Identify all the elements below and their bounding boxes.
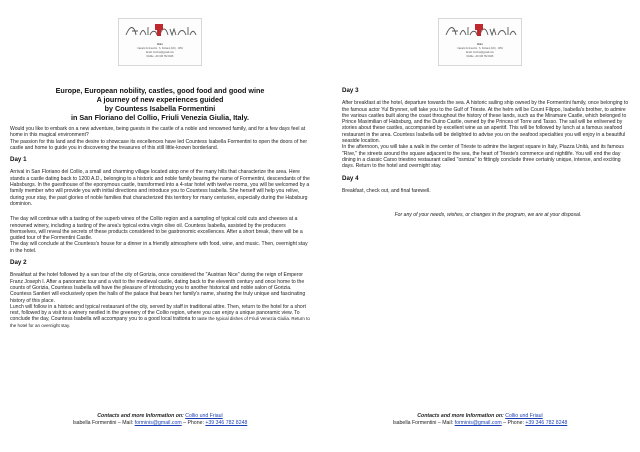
collio-link[interactable]: Collio und Friaul — [505, 413, 543, 419]
day2-paragraph-tail: taste the typical dishes of Friuli Venezia Giulia. Return to the hotel for an overnight stay. — [10, 316, 310, 328]
day3-paragraph: In the afternoon, you will take a walk in the center of Trieste to admire the largest square in Italy, Piazza Unità, and its famous "Rive," the streets around the square adjacent to the sea, the heart of Trieste's commerce and nightlife. You will end the day dining in a classic Carso triestino restaurant called "osmiza" to fittingly conclude three certainly unique, intense, and exciting days. Return to the hotel and overnight stay. — [342, 144, 624, 170]
contact-person: Isabella Formentini – Mail: — [392, 419, 454, 426]
intro-paragraph: The passion for this land and the desire to showcase its excellences have led Countess Isabella Formentini to open the doors of her castle and home to guide you in discovering the treasures of this still little-known borderland. — [10, 138, 308, 151]
title-line: in San Floriano del Collio, Friuli Venezia Giulia, Italy. — [71, 113, 249, 122]
day1-paragraph: The day will conclude at the Countess's house for a dinner in a friendly atmosphere with food, wine, and music. Then, overnight stay in the hotel. — [10, 241, 308, 254]
email-link[interactable]: forminis@gmail.com — [454, 419, 502, 426]
logo-email: Email: forminis@gmail.com — [466, 52, 494, 54]
castle-logo — [438, 18, 522, 66]
phone-label: – Phone: — [183, 419, 204, 426]
day2-heading: Day 2 — [10, 259, 27, 267]
document-title — [10, 86, 310, 122]
contact-person: Isabella Formentini – Mail: — [72, 419, 134, 426]
castle-logo — [118, 18, 202, 66]
day2-paragraph: Lunch will follow in a historic and typical restaurant of the city, served by staff in traditional attire. Then, return to the hotel for a short rest, followed by a visit to a winery nestled in the greenery of the Collio region, where you can enjoy a unique panoramic view. To conclude the day, Countess Isabella will accompany you to a good local trattoria to — [10, 303, 306, 323]
contacts-label: Contacts and more Information on: — [97, 413, 184, 419]
logo-email: Email: forminis@gmail.com — [146, 52, 174, 54]
logo-mobile: Mobile: +39 346 782 8248 — [146, 56, 174, 58]
day3-paragraph: After breakfast at the hotel, departure towards the sea. A historic sailing ship owned by the Formentini family, once belonging to the famous actor Yul Brynner, will take you to the Gulf of Trieste. At the helm will be Count Filippo, Isabella's brother, to admire the various castles built along the coast throughout the history of these lands, such as the Miramare Castle, which belonged to Prince Maximilian of Habsburg, and the Duino Castle, owned by the Princes of Torre and Tasso. The sail will be enlivened by stories about these castles, accompanied by excellent wine as an aperitif. This will be followed by lunch at a famous seafood restaurant in the area. Countess Isabella will be delighted to advise you on the seafood specialties you will enjoy in a beautiful seaside location. — [342, 100, 629, 145]
phone-label: – Phone: — [503, 419, 524, 426]
contacts-label: Contacts and more Information on: — [417, 413, 504, 419]
intro-paragraph: Would you like to embark on a new adventure, being guests in the castle of a noble and renowned family, and for a few days feel at home in this magical environment? — [10, 126, 306, 139]
footer-right — [320, 413, 640, 426]
collio-link[interactable]: Collio und Friaul — [185, 413, 223, 419]
day1-paragraph: The day will continue with a tasting of the superb wines of the Collio region and a sampling of typical cold cuts and cheeses at a renowned winery, including a tasting of the area's typical extra virgin olive oil. Countess Isabella, assisted by the producers themselves, will reveal the secrets of these products considered to be gastronomic excellences. After a short break, there will be a guided tour of the Formentini Castle. — [10, 216, 303, 242]
farewell-note: For any of your needs, wishes, or changes in the program, we are at your disposal. — [394, 212, 582, 219]
day1-heading: Day 1 — [10, 156, 27, 164]
logo-name: Ilolo — [156, 42, 164, 46]
title-line: A journey of new experiences guided — [96, 95, 224, 104]
day2-paragraph: Breakfast at the hotel followed by a van tour of the city of Gorizia, once considered the "Austrian Nice" during the reign of Emperor Franz Joseph I. After a panoramic tour and a visit to the medieval castle, dating back to the eleventh century and once home to the counts of Gorizia, Countess Isabella will have the pleasure of introducing you to another historical and noble salon of Gorizia. Countess Santieri will exclusively open the halls of the palace that bears her family's name, sharing the truly unique and fascinating history of this place. — [10, 272, 306, 304]
day1-paragraph: Arrival in San Floriano del Collio, a small and charming village located atop one of the many hills that characterize the area. Here stands a castle dating back to 1200 A.D., belonging to a historic and noble family bearing the name of Formentini, descendants of the Habsburgs. In the guesthouse of the eponymous castle, transformed into a 4-star hotel with twelve rooms, you will be welcomed by a family member who will provide you with initial directions and introduce you to Countess Isabella. She herself will help you relive, during your stay, the past glories of noble families that characterized this territory for many centuries, especially during the Habsburg dominion. — [10, 169, 310, 207]
right-content — [342, 82, 634, 218]
logo-address: Castello Formentini · S. Floriano (UD) · 1954 — [137, 48, 183, 50]
title-line: by Countess Isabella Formentini — [104, 104, 216, 113]
logo-address: Castello Formentini · S. Floriano (UD) · 1954 — [457, 48, 503, 50]
signature-logo-icon — [442, 23, 519, 39]
logo-mobile: Mobile: +39 346 782 8248 — [466, 56, 494, 58]
page-right — [320, 0, 640, 452]
footer-left — [0, 413, 320, 426]
email-link[interactable]: forminis@gmail.com — [134, 419, 182, 426]
day4-paragraph: Breakfast, check out, and final farewell. — [342, 187, 431, 194]
day4-heading: Day 4 — [342, 174, 359, 182]
title-line: Europe, European nobility, castles, good food and good wine — [55, 86, 265, 95]
day3-heading: Day 3 — [342, 87, 359, 94]
logo-name: Ilolo — [476, 42, 484, 46]
signature-logo-icon — [122, 23, 199, 39]
left-content — [10, 86, 310, 329]
phone-link[interactable]: +39 346 782 8248 — [205, 419, 248, 426]
phone-link[interactable]: +39 346 782 8248 — [525, 419, 568, 426]
